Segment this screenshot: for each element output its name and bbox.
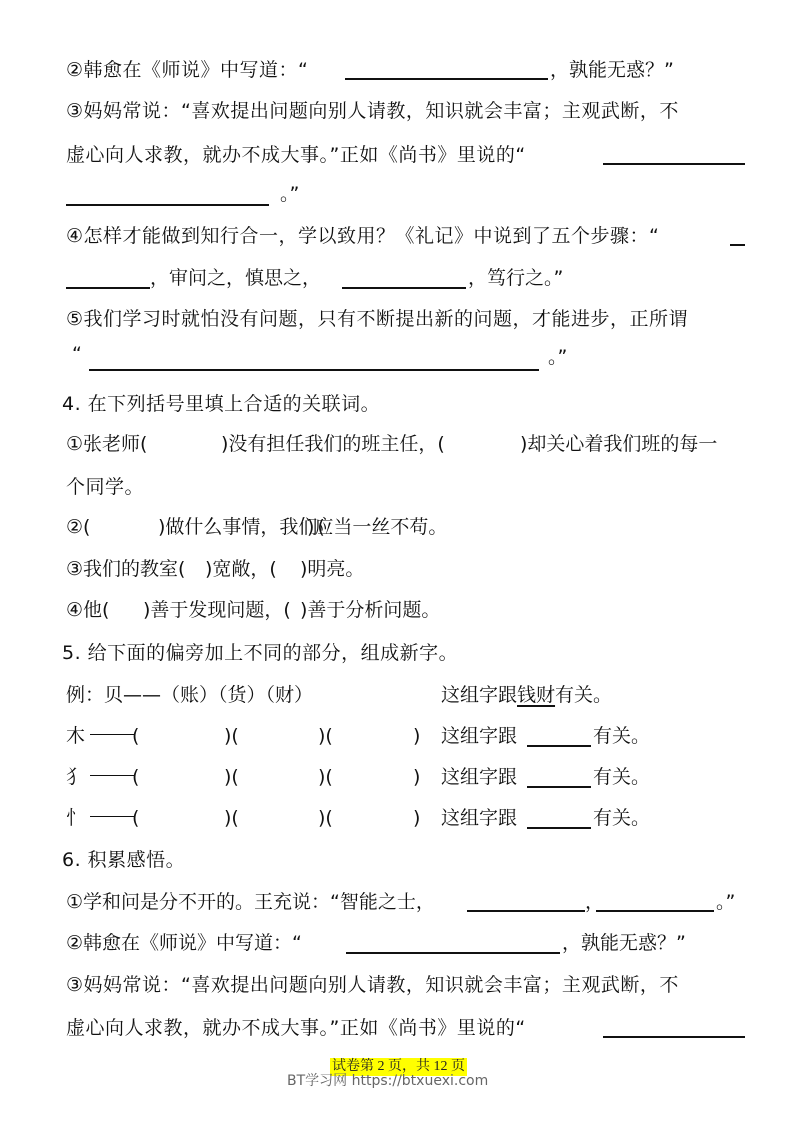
- q4-item2-part1: ②(: [66, 516, 91, 538]
- q5-row1-close: ): [413, 725, 421, 747]
- q6-item3-line2: 虚心向人求教，就办不成大事。”正如《尚书》里说的“: [66, 1017, 526, 1039]
- q3-item3-line2: 虚心向人求教，就办不成大事。”正如《尚书》里说的“: [66, 144, 526, 166]
- q5-row1-prefix: 这组字跟: [441, 725, 518, 747]
- q5-row1-dash: [90, 734, 134, 735]
- q5-row3-radical: 忄: [66, 807, 86, 829]
- q4-title: 4. 在下列括号里填上合适的关联词。: [62, 393, 381, 415]
- q5-row3-mid1[interactable]: )(: [224, 807, 239, 829]
- q5-row3-open: (: [132, 807, 140, 829]
- q5-row1-open: (: [132, 725, 140, 747]
- q5-example-relation: [441, 683, 612, 707]
- q6-title: 6. 积累感悟。: [62, 849, 186, 871]
- q5-row1-radical: 木: [66, 725, 86, 747]
- q5-row3-dash: [90, 816, 134, 817]
- q4-item1-part1: ①张老师(: [66, 433, 148, 455]
- q6-item2-suffix: ，孰能无惑？”: [562, 932, 686, 954]
- q3-item2-prefix: ②韩愈在《师说》中写道：“: [66, 59, 309, 81]
- q5-row3-prefix: 这组字跟: [441, 807, 518, 829]
- q3-item3-blank[interactable]: [603, 163, 745, 165]
- q3-item3-blank-cont[interactable]: [66, 204, 269, 206]
- q3-item3-suffix: 。”: [280, 183, 300, 205]
- q3-item5-line1: ⑤我们学习时就怕没有问题，只有不断提出新的问题，才能进步，正所谓: [66, 308, 689, 330]
- q6-item3-line1: ③妈妈常说：“喜欢提出问题向别人请教，知识就会丰富；主观武断，不: [66, 974, 679, 996]
- q3-item5-close: 。”: [548, 346, 568, 368]
- q5-example-prefix: 这组字跟: [441, 684, 518, 706]
- q5-row1-blank[interactable]: [527, 745, 591, 747]
- q5-row1-mid1[interactable]: )(: [224, 725, 239, 747]
- q5-row2-close: ): [413, 766, 421, 788]
- watermark-site: BT学习网 https://btxuexi.com: [287, 1073, 489, 1089]
- q3-item4-mid1: ，审问之，慎思之，: [150, 267, 322, 289]
- q5-example-suffix: 有关。: [555, 684, 613, 706]
- q3-item2-line: [66, 58, 308, 82]
- q4-item1-part2: )没有担任我们的班主任，(: [221, 433, 445, 455]
- q5-row2-blank[interactable]: [527, 786, 591, 788]
- q5-row2-prefix: 这组字跟: [441, 766, 518, 788]
- q6-item2-blank[interactable]: [346, 952, 560, 954]
- q5-row3-mid2[interactable]: )(: [318, 807, 333, 829]
- q4-item1-continuation: 个同学。: [66, 476, 145, 498]
- q6-item1-prefix: ①学和问是分不开的。王充说：“智能之士，: [66, 891, 435, 913]
- q4-item2-part3: )应当一丝不苟。: [307, 516, 448, 538]
- q3-item4-mid2: ，笃行之。”: [468, 267, 564, 289]
- q3-item4-blank2[interactable]: [342, 287, 466, 289]
- q4-item3-part3: )明亮。: [300, 558, 365, 580]
- q4-item4-part3: )善于分析问题。: [300, 599, 441, 621]
- q6-item1-blank2[interactable]: [596, 910, 714, 912]
- q3-item4-line1: ④怎样才能做到知行合一，学以致用？《礼记》中说到了五个步骤：“: [66, 225, 660, 247]
- q3-item5-blank[interactable]: [89, 369, 539, 371]
- q6-item3-blank[interactable]: [603, 1036, 745, 1038]
- q5-example-label: 例：贝——（账）（货）（财）: [66, 684, 314, 706]
- q3-item4-blank1[interactable]: [730, 244, 745, 246]
- q3-item4-blank1-cont[interactable]: [66, 287, 150, 289]
- q5-row1-suffix: 有关。: [593, 725, 651, 747]
- q6-item1-suffix: 。”: [716, 891, 736, 913]
- q4-item4-part1: ④他(: [66, 599, 110, 621]
- q3-item2-suffix: ，孰能无惑？”: [550, 59, 674, 81]
- q5-row3-blank[interactable]: [527, 827, 591, 829]
- page-number: 试卷第 2 页，共 12 页: [332, 1059, 465, 1074]
- q6-item1-mid: ，: [585, 891, 605, 913]
- q4-item2-part2: )做什么事情，我们(: [158, 516, 325, 538]
- q5-title: 5. 给下面的偏旁加上不同的部分，组成新字。: [62, 642, 459, 664]
- q4-item3-part2: )宽敞，(: [205, 558, 277, 580]
- q6-item1-blank1[interactable]: [467, 910, 585, 912]
- q3-item3-line1: ③妈妈常说：“喜欢提出问题向别人请教，知识就会丰富；主观武断，不: [66, 100, 679, 122]
- q3-item2-blank[interactable]: [345, 78, 548, 80]
- q5-row2-open: (: [132, 766, 140, 788]
- q4-item1-part3: )却关心着我们班的每一: [520, 433, 718, 455]
- q5-row2-mid2[interactable]: )(: [318, 766, 333, 788]
- q5-row2-dash: [90, 775, 134, 776]
- q5-row2-suffix: 有关。: [593, 766, 651, 788]
- q4-item4-part2: )善于发现问题，(: [143, 599, 291, 621]
- q5-row1-mid2[interactable]: )(: [318, 725, 333, 747]
- q5-row3-close: ): [413, 807, 421, 829]
- q3-item5-open-quote: “: [72, 343, 82, 365]
- q5-row3-suffix: 有关。: [593, 807, 651, 829]
- q4-item3-part1: ③我们的教室(: [66, 558, 186, 580]
- q5-example-answer: 钱财: [517, 684, 556, 706]
- q5-row2-mid1[interactable]: )(: [224, 766, 239, 788]
- q5-row2-radical: 犭: [66, 766, 86, 788]
- q6-item2-prefix: ②韩愈在《师说》中写道：“: [66, 932, 302, 954]
